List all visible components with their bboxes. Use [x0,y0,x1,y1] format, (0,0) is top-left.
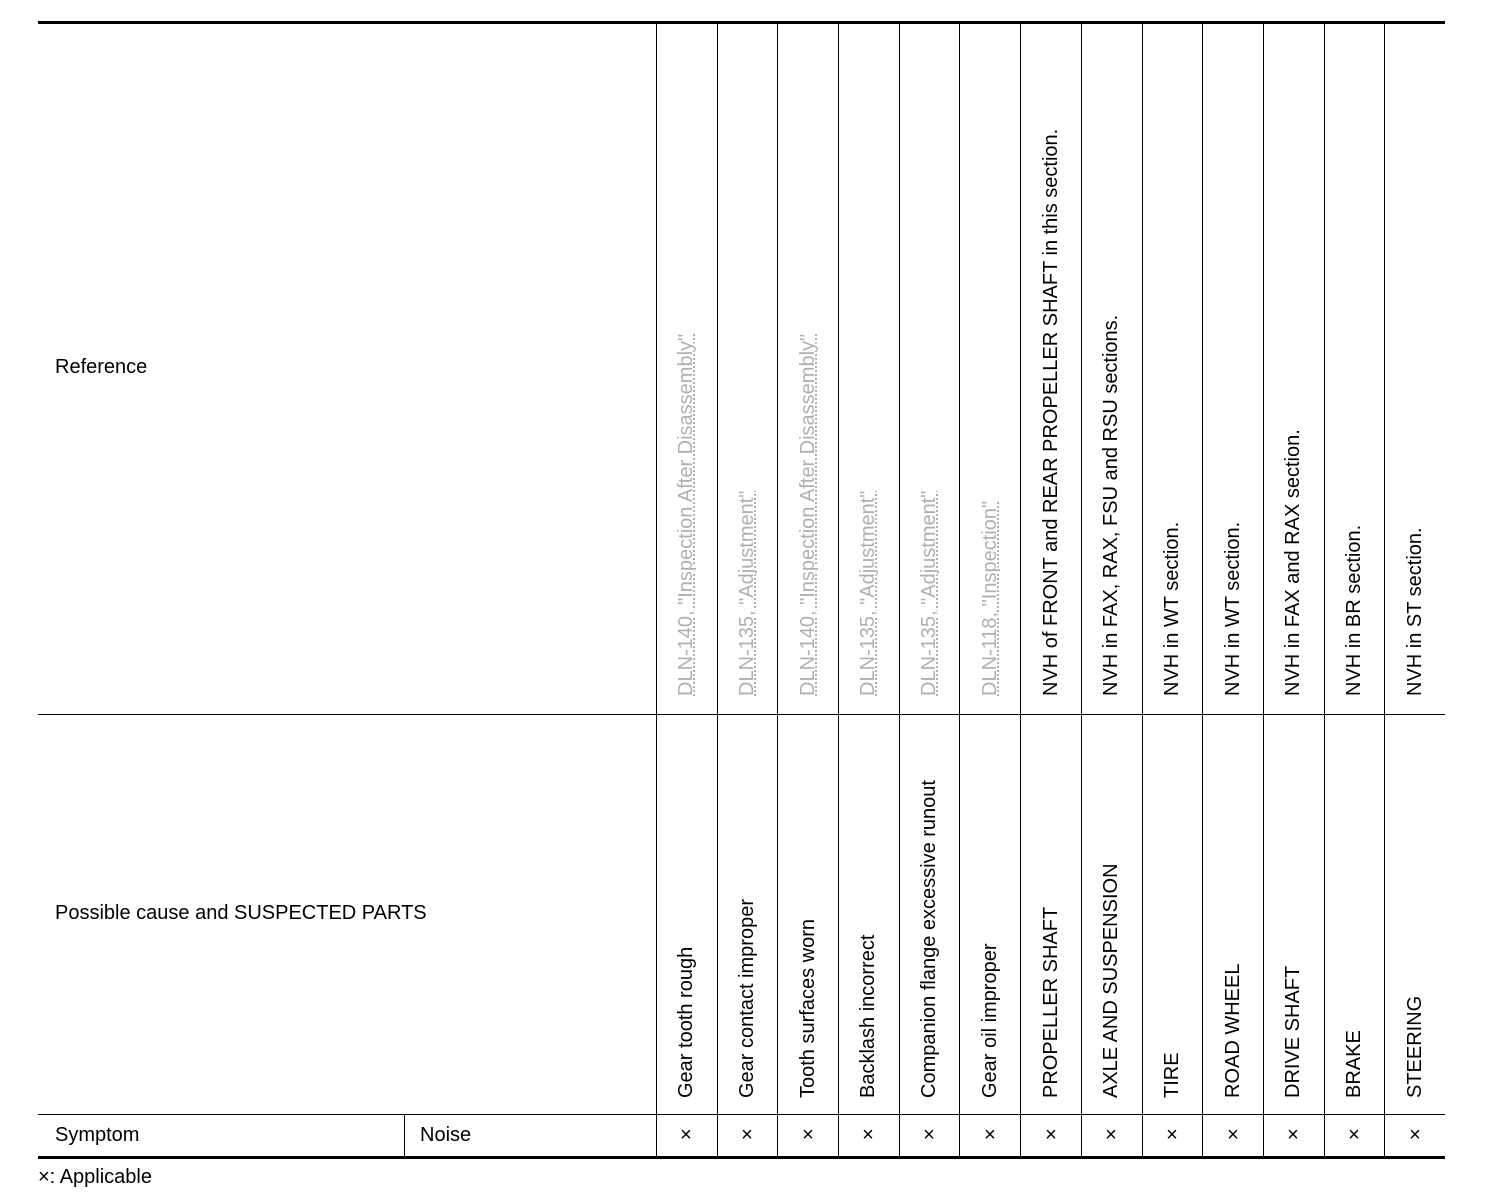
noise-label: Noise [420,1124,472,1146]
column-divider [656,23,657,1158]
suspected-part: Gear oil improper [979,943,1001,1098]
table-bottom-rule [38,1156,1445,1159]
column-divider [1142,23,1143,1158]
suspected-part: ROAD WHEEL [1222,963,1244,1098]
symptom-noise-divider [404,1114,405,1158]
reference-row-divider [38,714,1445,715]
suspected-part: AXLE AND SUSPENSION [1100,863,1122,1098]
reference-link[interactable]: DLN-135, "Adjustment" [736,490,758,696]
column-divider [959,23,960,1158]
applicable-mark: × [1348,1124,1360,1146]
suspected-part: PROPELLER SHAFT [1040,906,1062,1098]
reference-link[interactable]: DLN-140, "Inspection After Disassembly" [797,333,819,696]
applicable-mark: × [741,1124,753,1146]
reference-link[interactable]: DLN-118, "Inspection" [979,500,1001,696]
suspected-part: Companion flange excessive runout [918,780,940,1098]
suspected-part: STEERING [1404,995,1426,1098]
reference-text: NVH in ST section. [1404,527,1426,696]
suspected-part: Tooth surfaces worn [797,919,819,1098]
legend-note: ×: Applicable [38,1166,152,1188]
suspected-part: DRIVE SHAFT [1282,965,1304,1098]
suspected-part: Gear tooth rough [675,946,697,1098]
column-divider [1020,23,1021,1158]
reference-text: NVH in FAX and RAX section. [1282,429,1304,696]
parts-row-divider [38,1114,1445,1115]
applicable-mark: × [984,1124,996,1146]
table-top-rule [38,21,1445,24]
column-divider [899,23,900,1158]
column-divider [717,23,718,1158]
suspected-part: Gear contact improper [736,899,758,1098]
suspected-part: TIRE [1161,1052,1183,1098]
applicable-mark: × [680,1124,692,1146]
column-divider [1324,23,1325,1158]
column-divider [1263,23,1264,1158]
suspected-part: Backlash incorrect [857,934,879,1098]
column-divider [1384,23,1385,1158]
applicable-mark: × [862,1124,874,1146]
applicable-mark: × [1227,1124,1239,1146]
applicable-mark: × [1409,1124,1421,1146]
reference-link[interactable]: DLN-135, "Adjustment" [857,490,879,696]
applicable-mark: × [1045,1124,1057,1146]
reference-row-label: Reference [55,356,148,378]
reference-text: NVH of FRONT and REAR PROPELLER SHAFT in this section. [1040,128,1062,696]
applicable-mark: × [1105,1124,1117,1146]
reference-text: NVH in FAX, RAX, FSU and RSU sections. [1100,314,1122,696]
applicable-mark: × [1166,1124,1178,1146]
applicable-mark: × [923,1124,935,1146]
reference-link[interactable]: DLN-140, "Inspection After Disassembly" [675,333,697,696]
reference-link[interactable]: DLN-135, "Adjustment" [918,490,940,696]
applicable-mark: × [1287,1124,1299,1146]
reference-text: NVH in BR section. [1343,524,1365,696]
symptom-label: Symptom [55,1124,140,1146]
suspected-parts-row-label: Possible cause and SUSPECTED PARTS [55,902,427,924]
applicable-mark: × [802,1124,814,1146]
column-divider [777,23,778,1158]
column-divider [1081,23,1082,1158]
reference-text: NVH in WT section. [1222,521,1244,696]
reference-text: NVH in WT section. [1161,521,1183,696]
column-divider [838,23,839,1158]
column-divider [1202,23,1203,1158]
suspected-part: BRAKE [1343,1030,1365,1098]
